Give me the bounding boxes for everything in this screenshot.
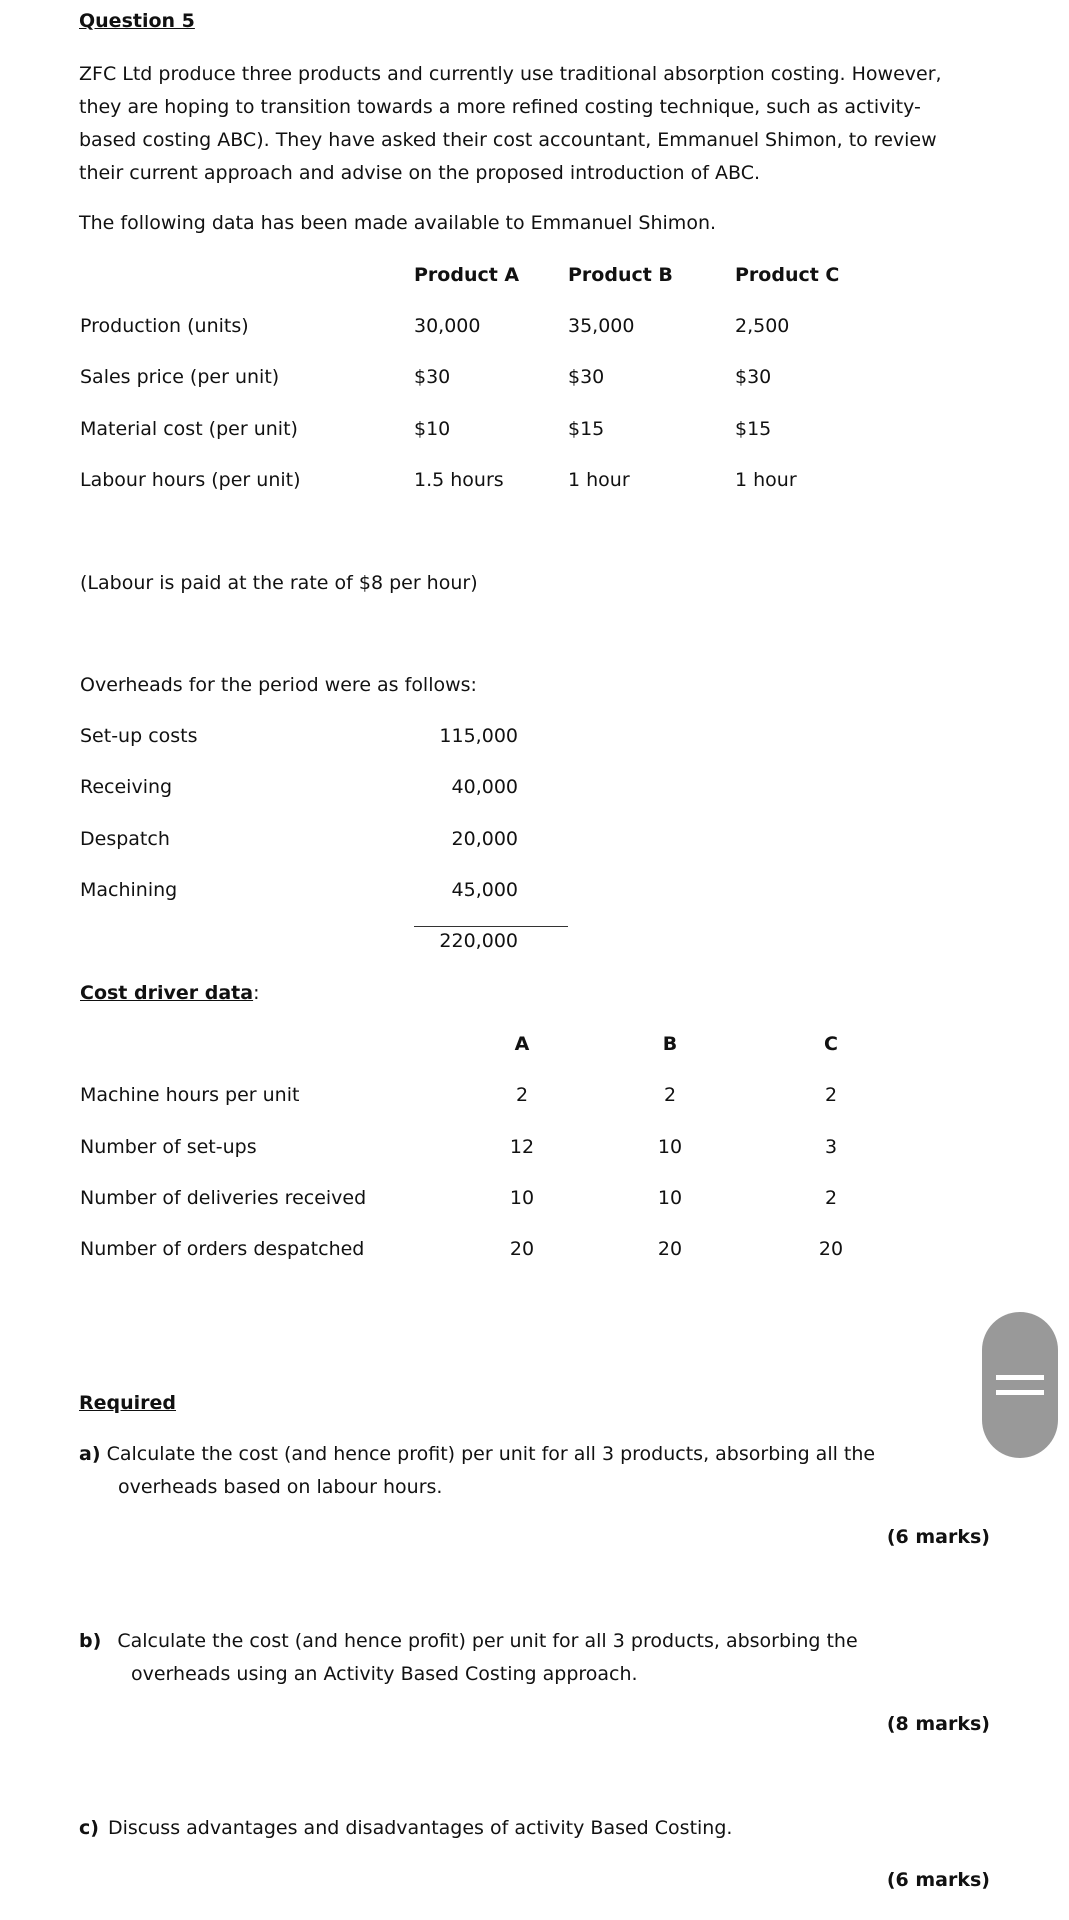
overhead-value: 45,000 (451, 879, 518, 901)
part-b-line2: overheads using an Activity Based Costing approach. (131, 1663, 638, 1685)
driver-value: 10 (657, 1136, 683, 1158)
part-a-text: Calculate the cost (and hence profit) per unit for all 3 products, absorbing all the (106, 1443, 876, 1465)
cell-value: 35,000 (568, 315, 635, 337)
driver-row-label: Number of orders despatched (80, 1238, 365, 1260)
part-c-letter: c) (79, 1817, 99, 1839)
cost-driver-heading-colon: : (253, 982, 260, 1004)
intro-paragraph (79, 58, 999, 190)
cell-value: $30 (568, 366, 605, 388)
cost-driver-heading (80, 982, 259, 1004)
driver-value: 20 (657, 1238, 683, 1260)
driver-row-label: Number of set-ups (80, 1136, 257, 1158)
row-label-sales-price: Sales price (per unit) (80, 366, 280, 388)
driver-value: 10 (509, 1187, 535, 1209)
driver-header-c: C (824, 1033, 838, 1055)
cost-driver-heading-text: Cost driver data (80, 982, 254, 1004)
part-b-marks: (8 marks) (886, 1713, 990, 1735)
intro-line: ZFC Ltd produce three products and currently use traditional absorption costing. However, (79, 63, 942, 85)
overhead-total: 220,000 (439, 930, 518, 952)
overhead-label: Receiving (80, 776, 173, 798)
total-divider (414, 926, 568, 927)
part-a-line1 (79, 1443, 875, 1465)
product-b-header: Product B (568, 264, 673, 286)
labour-note: (Labour is paid at the rate of $8 per hour) (80, 572, 478, 594)
product-a-header: Product A (414, 264, 520, 286)
cell-value: 30,000 (414, 315, 481, 337)
part-c-marks: (6 marks) (886, 1869, 990, 1891)
overhead-value: 115,000 (439, 725, 518, 747)
cell-value: $30 (414, 366, 451, 388)
cell-value: 2,500 (735, 315, 790, 337)
part-c-line1 (79, 1817, 732, 1839)
part-a-line2: overheads based on labour hours. (118, 1476, 443, 1498)
cell-value: $30 (735, 366, 772, 388)
driver-row-label: Machine hours per unit (80, 1084, 300, 1106)
driver-value: 12 (509, 1136, 535, 1158)
cell-value: $15 (735, 418, 772, 440)
driver-value: 20 (818, 1238, 844, 1260)
drag-handle-icon[interactable] (982, 1312, 1058, 1458)
intro-line: based costing ABC). They have asked their cost accountant, Emmanuel Shimon, to review (79, 129, 937, 151)
driver-value: 2 (824, 1187, 838, 1209)
intro-line: they are hoping to transition towards a more refined costing technique, such as activity- (79, 96, 921, 118)
data-intro: The following data has been made available to Emmanuel Shimon. (79, 212, 717, 234)
overhead-label: Machining (80, 879, 178, 901)
intro-line: their current approach and advise on the proposed introduction of ABC. (79, 162, 760, 184)
overhead-value: 40,000 (451, 776, 518, 798)
cell-value: $10 (414, 418, 451, 440)
cell-value: 1 hour (568, 469, 630, 491)
part-c-text: Discuss advantages and disadvantages of activity Based Costing. (108, 1817, 733, 1839)
overhead-label: Set-up costs (80, 725, 198, 747)
driver-value: 2 (515, 1084, 529, 1106)
driver-value: 20 (509, 1238, 535, 1260)
driver-value: 3 (824, 1136, 838, 1158)
part-b-text: Calculate the cost (and hence profit) per unit for all 3 products, absorbing the (117, 1630, 858, 1652)
row-label-material-cost: Material cost (per unit) (80, 418, 298, 440)
overhead-value: 20,000 (451, 828, 518, 850)
cell-value: 1 hour (735, 469, 797, 491)
handle-bar (996, 1375, 1044, 1380)
row-label-production: Production (units) (80, 315, 249, 337)
required-heading: Required (79, 1392, 177, 1414)
driver-header-a: A (514, 1033, 530, 1055)
driver-value: 10 (657, 1187, 683, 1209)
cell-value: $15 (568, 418, 605, 440)
handle-bar (996, 1390, 1044, 1395)
cell-value: 1.5 hours (414, 469, 504, 491)
part-b-letter: b) (79, 1630, 102, 1652)
driver-value: 2 (663, 1084, 677, 1106)
part-b-line1 (79, 1630, 858, 1652)
overheads-intro: Overheads for the period were as follows: (80, 674, 477, 696)
driver-header-b: B (662, 1033, 678, 1055)
driver-row-label: Number of deliveries received (80, 1187, 367, 1209)
part-a-letter: a) (79, 1443, 101, 1465)
product-c-header: Product C (735, 264, 840, 286)
row-label-labour-hours: Labour hours (per unit) (80, 469, 301, 491)
question-title: Question 5 (79, 10, 195, 32)
driver-value: 2 (824, 1084, 838, 1106)
part-a-marks: (6 marks) (886, 1526, 990, 1548)
overhead-label: Despatch (80, 828, 170, 850)
